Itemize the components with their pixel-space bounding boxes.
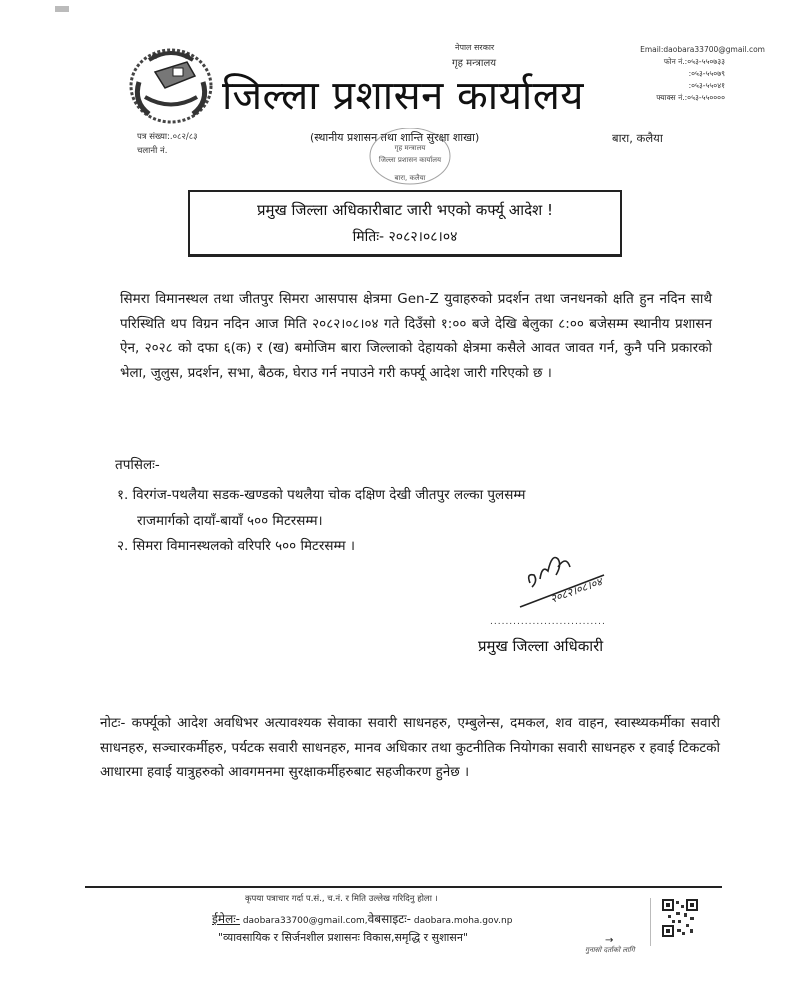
nepal-emblem-icon bbox=[125, 42, 217, 128]
footer-website[interactable]: daobara.moha.gov.np bbox=[411, 916, 513, 926]
notice-date: मितिः- २०८२।०८।०४ bbox=[352, 229, 458, 245]
footer-email-label: ईमेलः- bbox=[212, 912, 240, 926]
scan-artifact bbox=[55, 6, 69, 12]
footer-divider bbox=[85, 886, 722, 888]
contact-fax: फ्याक्स नं.:०५३-५५०००० bbox=[656, 93, 725, 102]
office-title: जिल्ला प्रशासन कार्यालय bbox=[222, 73, 585, 119]
contact-phone-1: फोन नं.:०५३-५५०७३३ bbox=[663, 57, 725, 66]
ministry-name: गृह मन्त्रालय bbox=[452, 58, 497, 69]
footer-contact bbox=[212, 910, 512, 927]
contact-block bbox=[565, 44, 765, 104]
footer-instruction: कृपया पत्राचार गर्दा प.सं., च.नं. र मिति उल्लेख गरिदिनु होला । bbox=[245, 894, 438, 904]
dispatch-number: चलानी नं. bbox=[137, 146, 168, 156]
office-stamp-icon bbox=[360, 128, 460, 190]
stamp-line-3: बारा, कलैया bbox=[394, 174, 426, 182]
contact-email: Email:daobara33700@gmail.com bbox=[640, 45, 765, 54]
handwritten-signature bbox=[512, 545, 622, 617]
letter-number: पत्र संख्या:.०८२/८३ bbox=[137, 132, 198, 142]
section-name: (स्थानीय प्रशासन तथा शान्ति सुरक्षा शाखा) bbox=[310, 131, 480, 144]
item-continuation: राजमार्गको दायाँ-बायाँ ५०० मिटरसम्म। bbox=[137, 513, 323, 529]
letter-reference bbox=[137, 130, 198, 158]
signature-line: .............................. bbox=[490, 617, 606, 627]
arrow-right-icon: → bbox=[605, 935, 614, 946]
footer-vertical-divider bbox=[650, 898, 651, 946]
contact-phone-2: :०५३-५५०७९ bbox=[688, 69, 725, 78]
footer-slogan: "व्यावसायिक र सिर्जनशील प्रशासनः विकास,समृद्धि र सुशासन" bbox=[218, 931, 469, 944]
stamp-line-2: जिल्ला प्रशासन कार्यालय bbox=[378, 156, 442, 164]
item-text: सिमरा विमानस्थलको वरिपरि ५०० मिटरसम्म । bbox=[132, 538, 355, 554]
government-name: नेपाल सरकार bbox=[455, 43, 495, 52]
qr-caption: गुनासो दर्ताको लागि bbox=[585, 946, 635, 954]
item-number: २. bbox=[117, 538, 129, 554]
order-paragraph: सिमरा विमानस्थल तथा जीतपुर सिमरा आसपास क्षेत्रमा Gen-Z युवाहरुको प्रदर्शन तथा जनधनको क्षति हुन नदिन साथै परिस्थिति थप विग्रन नदिन आज मिति २०८२।०८।०४ गते दिउँसो १:०० बजे देखि बेलुका ८:०० बजेसम्म स्थानीय प्रशासन ऐन, २०२८ को दफा ६(क) र (ख) बमोजिम बारा जिल्लाको देहायको क्षेत्रमा कसैले आवत जावत गर्न, कुनै पनि प्रकारको भेला, जुलुस, प्रदर्शन, सभा, बैठक, घेराउ गर्न नपाउने गरी कर्फ्यू आदेश जारी गरिएको छ । bbox=[120, 291, 712, 381]
item-number: १. bbox=[117, 487, 129, 503]
note-paragraph: नोटः- कर्फ्यूको आदेश अवधिभर अत्यावश्यक सेवाका सवारी साधनहरु, एम्बुलेन्स, दमकल, शव वाहन, स्वास्थ्यकर्मीका सवारी साधनहरु, सञ्चारकर्मीहरु, पर्यटक सवारी साधनहरु, मानव अधिकार तथा कुटनीतिक नियोगका सवारी साधनहरु र हवाई टिकटको आधारमा हवाई यात्रुहरुको आवगमनमा सुरक्षाकर्मीहरुबाट सहजीकरण हुनेछ । bbox=[100, 715, 720, 780]
signature-date: २०८२।०८।०४ bbox=[548, 575, 604, 606]
contact-phone-3: :०५३-५५०४१ bbox=[688, 81, 725, 90]
item-text: विरगंज-पथलैया सडक-खण्डको पथलैया चोक दक्षिण देखी जीतपुर लल्का पुलसम्म bbox=[132, 487, 526, 503]
footer-website-label: वेबसाइटः- bbox=[367, 912, 412, 926]
notice-title: प्रमुख जिल्ला अधिकारीबाट जारी भएको कर्फ्यू आदेश ! bbox=[256, 201, 554, 219]
detail-item-1 bbox=[117, 482, 717, 534]
qr-code-icon[interactable] bbox=[662, 899, 698, 937]
notice-title-box bbox=[188, 190, 622, 257]
detail-item-2 bbox=[117, 536, 355, 554]
signatory-title: प्रमुख जिल्ला अधिकारी bbox=[478, 637, 604, 655]
office-location: बारा, कलैया bbox=[612, 131, 663, 145]
stamp-line-1: गृह मन्त्रालय bbox=[394, 144, 426, 152]
details-label: तपसिलः- bbox=[115, 457, 160, 473]
footer-email[interactable]: daobara33700@gmail.com, bbox=[239, 916, 368, 926]
